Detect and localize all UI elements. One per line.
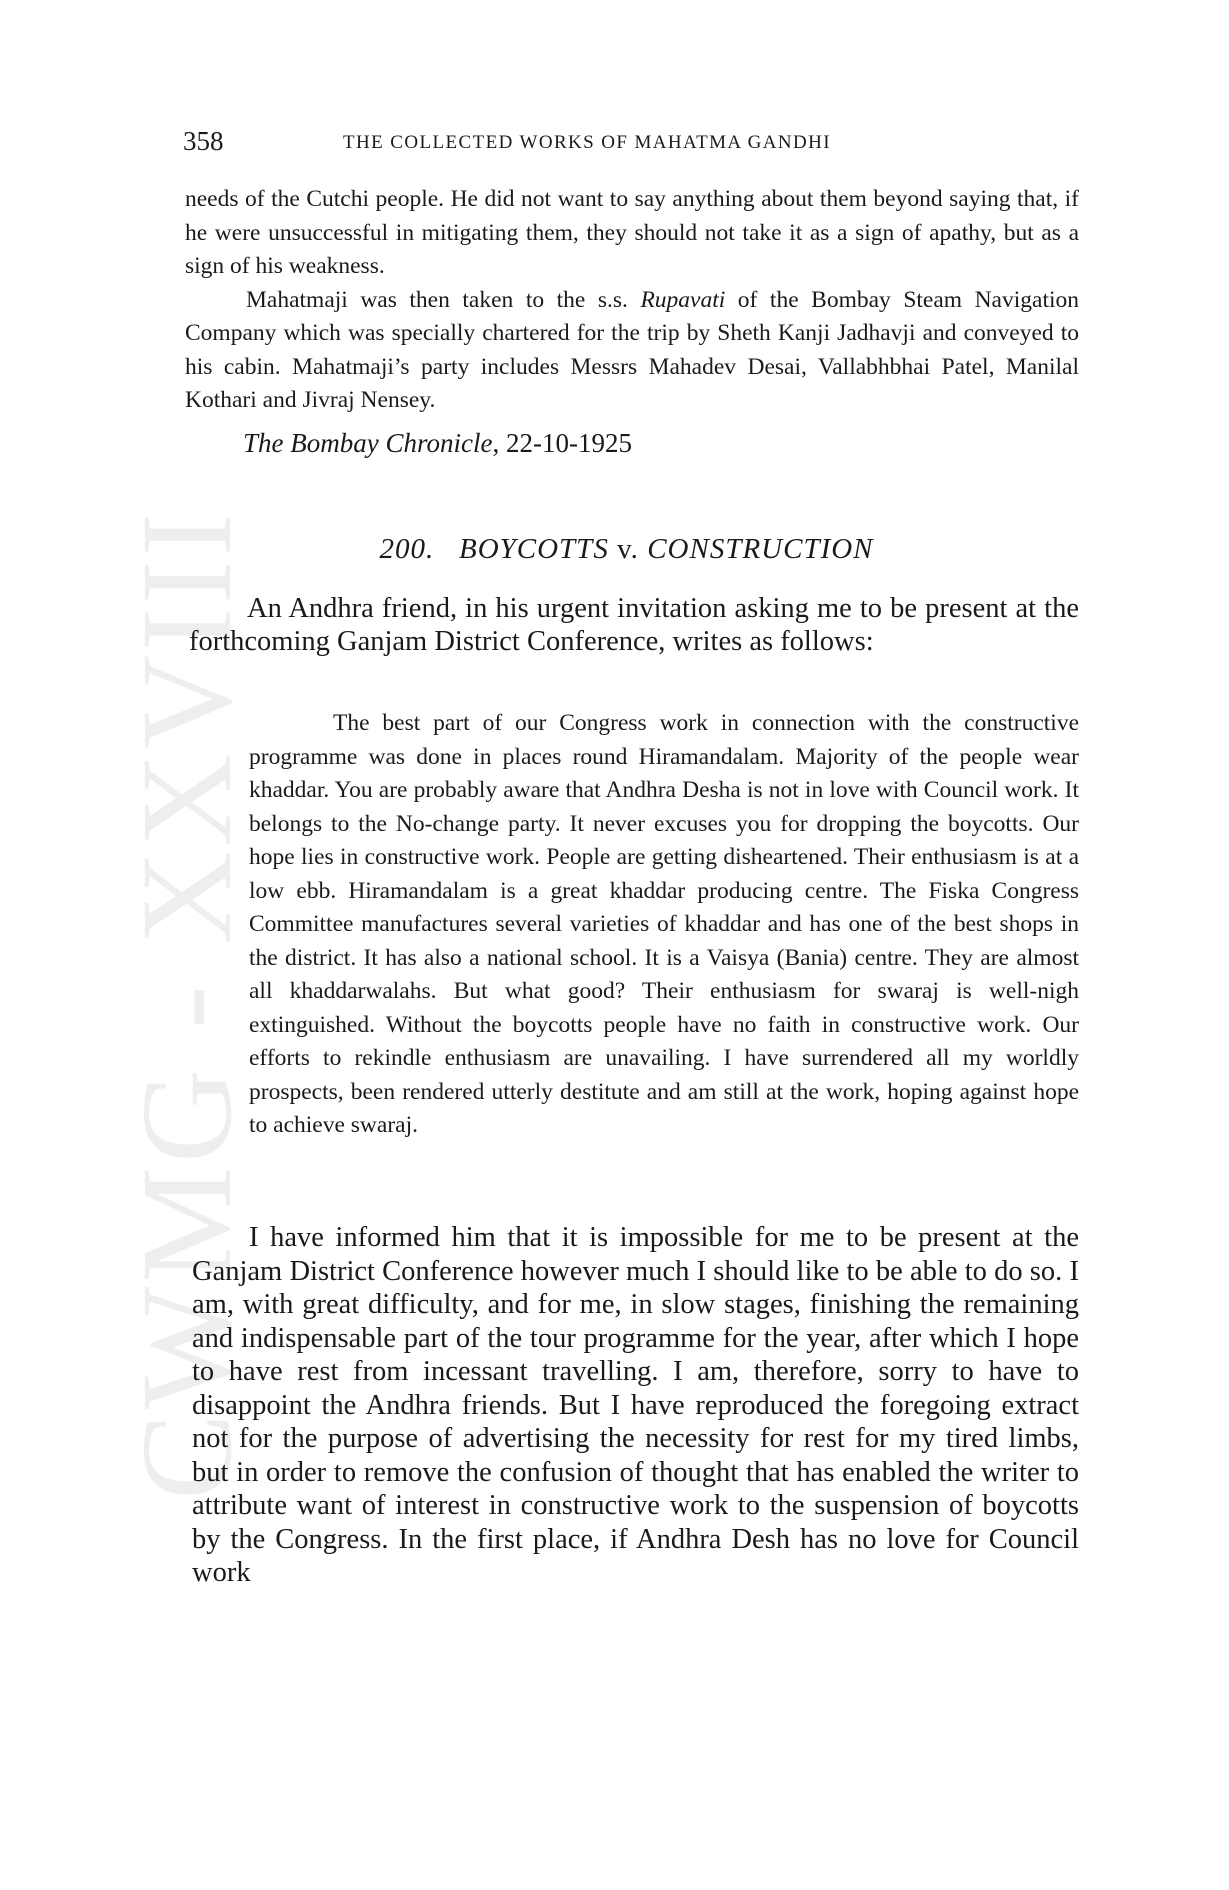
running-title: THE COLLECTED WORKS OF MAHATMA GANDHI xyxy=(343,132,831,153)
section-title-connector: v. xyxy=(617,533,639,565)
publication-name: The Bombay Chronicle xyxy=(243,428,493,458)
page-number: 358 xyxy=(183,126,224,156)
continuation-text xyxy=(185,183,1079,418)
section-title-part: BOYCOTTS xyxy=(458,533,609,565)
watermark: CWMG - XXVIII xyxy=(115,509,259,1500)
section-number: 200. xyxy=(379,533,435,565)
paragraph: needs of the Cutchi people. He did not want to say anything about them beyond saying that, if he were unsuccessful in mitigating them, they should not take it as a sign of apathy, but as a sign of his weakness. xyxy=(185,186,1079,279)
source-citation xyxy=(243,428,632,459)
block-quote: The best part of our Congress work in connection with the constructive programme was done in places round Hiramandalam. Majority of the people wear khaddar. You are probably aware that Andhra Desha is not in love with Council work. It belongs to the No-change party. It never excuses you for dropping the boycotts. Our hope lies in constructive work. People are getting disheartened. Their enthusiasm is at a low ebb. Hiramandalam is a great khaddar producing centre. The Fiska Congress Committee manufactures several varieties of khaddar and has one of the best shops in the district. It has also a national school. It is a Vaisya (Bania) centre. They are almost all khaddarwalahs. But what good? Their enthusiasm for swaraj is well-nigh extinguished. Without the boycotts people have no faith in constructive work. Our efforts to rekindle enthusiasm are unavailing. I have surrendered all my worldly prospects, been rendered utterly destitute and am still at the work, hoping against hope to achieve swaraj. xyxy=(249,710,1079,1138)
paragraph xyxy=(185,284,1079,418)
section-title-part: CONSTRUCTION xyxy=(647,533,874,565)
text-run: Mahatmaji was then taken to the s.s. xyxy=(246,286,641,313)
intro-paragraph: An Andhra friend, in his urgent invitation asking me to be present at the forthcoming Ganjam District Conference, writes as follows: xyxy=(189,593,1079,657)
section-heading xyxy=(0,533,1229,566)
body-paragraph: I have informed him that it is impossible for me to be present at the Ganjam District Conference however much I should like to be able to do so. I am, with great difficulty, and for me, in slow stages, finishing the remaining and indispensable part of the tour programme for the year, after which I hope to have rest from incessant travelling. I am, therefore, sorry to have to disappoint the Andhra friends. But I have reproduced the foregoing extract not for the purpose of advertising the necessity for rest for my tired limbs, but in order to remove the confusion of thought that has enabled the writer to attribute want of interest in constructive work to the suspension of boycotts by the Congress. In the first place, if Andhra Desh has no love for Council work xyxy=(192,1222,1079,1588)
ship-name: Rupavati xyxy=(640,286,726,313)
publication-date: , 22-10-1925 xyxy=(492,428,632,458)
text-run: of the Bombay Steam Navigation Company which was specially chartered for the trip by Sheth Kanji Jadhavji and conveyed to his cabin. Mahatmaji’s party includes Messrs Mahadev Desai, Vallabhbhai Patel, Manilal Kothari and Jivraj Nensey. xyxy=(185,286,1080,413)
